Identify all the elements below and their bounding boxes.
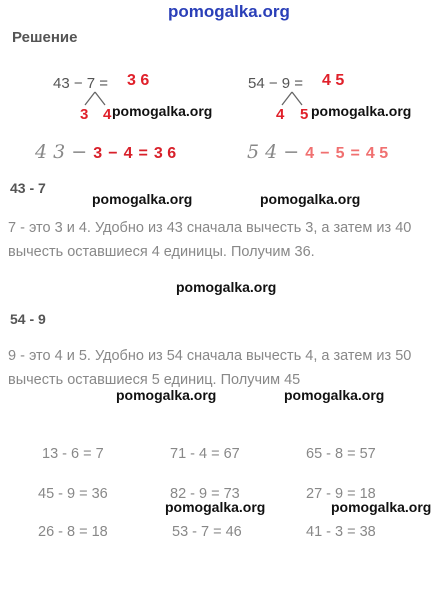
watermark: pomogalka.org [311, 103, 412, 119]
diagram1-branch [80, 91, 114, 107]
watermark-top: pomogalka.org [168, 2, 290, 21]
example: 27 - 9 = 18 [306, 486, 376, 502]
watermark: pomogalka.org [176, 279, 277, 295]
diagram1-answer: 3 6 [127, 72, 150, 89]
watermark: pomogalka.org [116, 387, 217, 403]
section2-title: 54 - 9 [10, 311, 46, 327]
section1-text: 7 - это 3 и 4. Удобно из 43 сначала вычесть 3, а затем из 40 вычесть оставшиеся 4 единицы. Получим 36. [8, 220, 412, 260]
diagram2-part2: 5 [300, 106, 309, 123]
section1-title: 43 - 7 [10, 180, 46, 196]
example: 71 - 4 = 67 [170, 446, 240, 462]
example: 41 - 3 = 38 [306, 524, 376, 540]
watermark: pomogalka.org [260, 191, 361, 207]
diagram1-expression: 43 − 7 = [53, 75, 109, 92]
watermark: pomogalka.org [331, 499, 432, 515]
diagram2-part1: 4 [276, 106, 285, 123]
watermark: pomogalka.org [112, 103, 213, 119]
watermark: pomogalka.org [165, 499, 266, 515]
watermark: pomogalka.org [92, 191, 193, 207]
handwritten-solution-1: 4 3 − 3 − 4 = 3 6 [35, 141, 177, 163]
diagram2-branch [277, 91, 311, 107]
watermark: pomogalka.org [284, 387, 385, 403]
example: 82 - 9 = 73 [170, 486, 240, 502]
example: 65 - 8 = 57 [306, 446, 376, 462]
section2-text: 9 - это 4 и 5. Удобно из 54 сначала вычесть 4, а затем из 50 вычесть оставшиеся 5 единиц. Получим 45 [8, 348, 412, 388]
handwritten-solution-2: 5 4 − 4 − 5 = 4 5 [247, 141, 389, 163]
diagram2-answer: 4 5 [322, 72, 345, 89]
example: 26 - 8 = 18 [38, 524, 108, 540]
example: 13 - 6 = 7 [42, 446, 104, 462]
diagram1-part2: 4 [103, 106, 112, 123]
diagram2-expression: 54 − 9 = [248, 75, 304, 92]
example: 45 - 9 = 36 [38, 486, 108, 502]
solution-heading: Решение [12, 29, 78, 46]
diagram1-part1: 3 [80, 106, 89, 123]
example: 53 - 7 = 46 [172, 524, 242, 540]
